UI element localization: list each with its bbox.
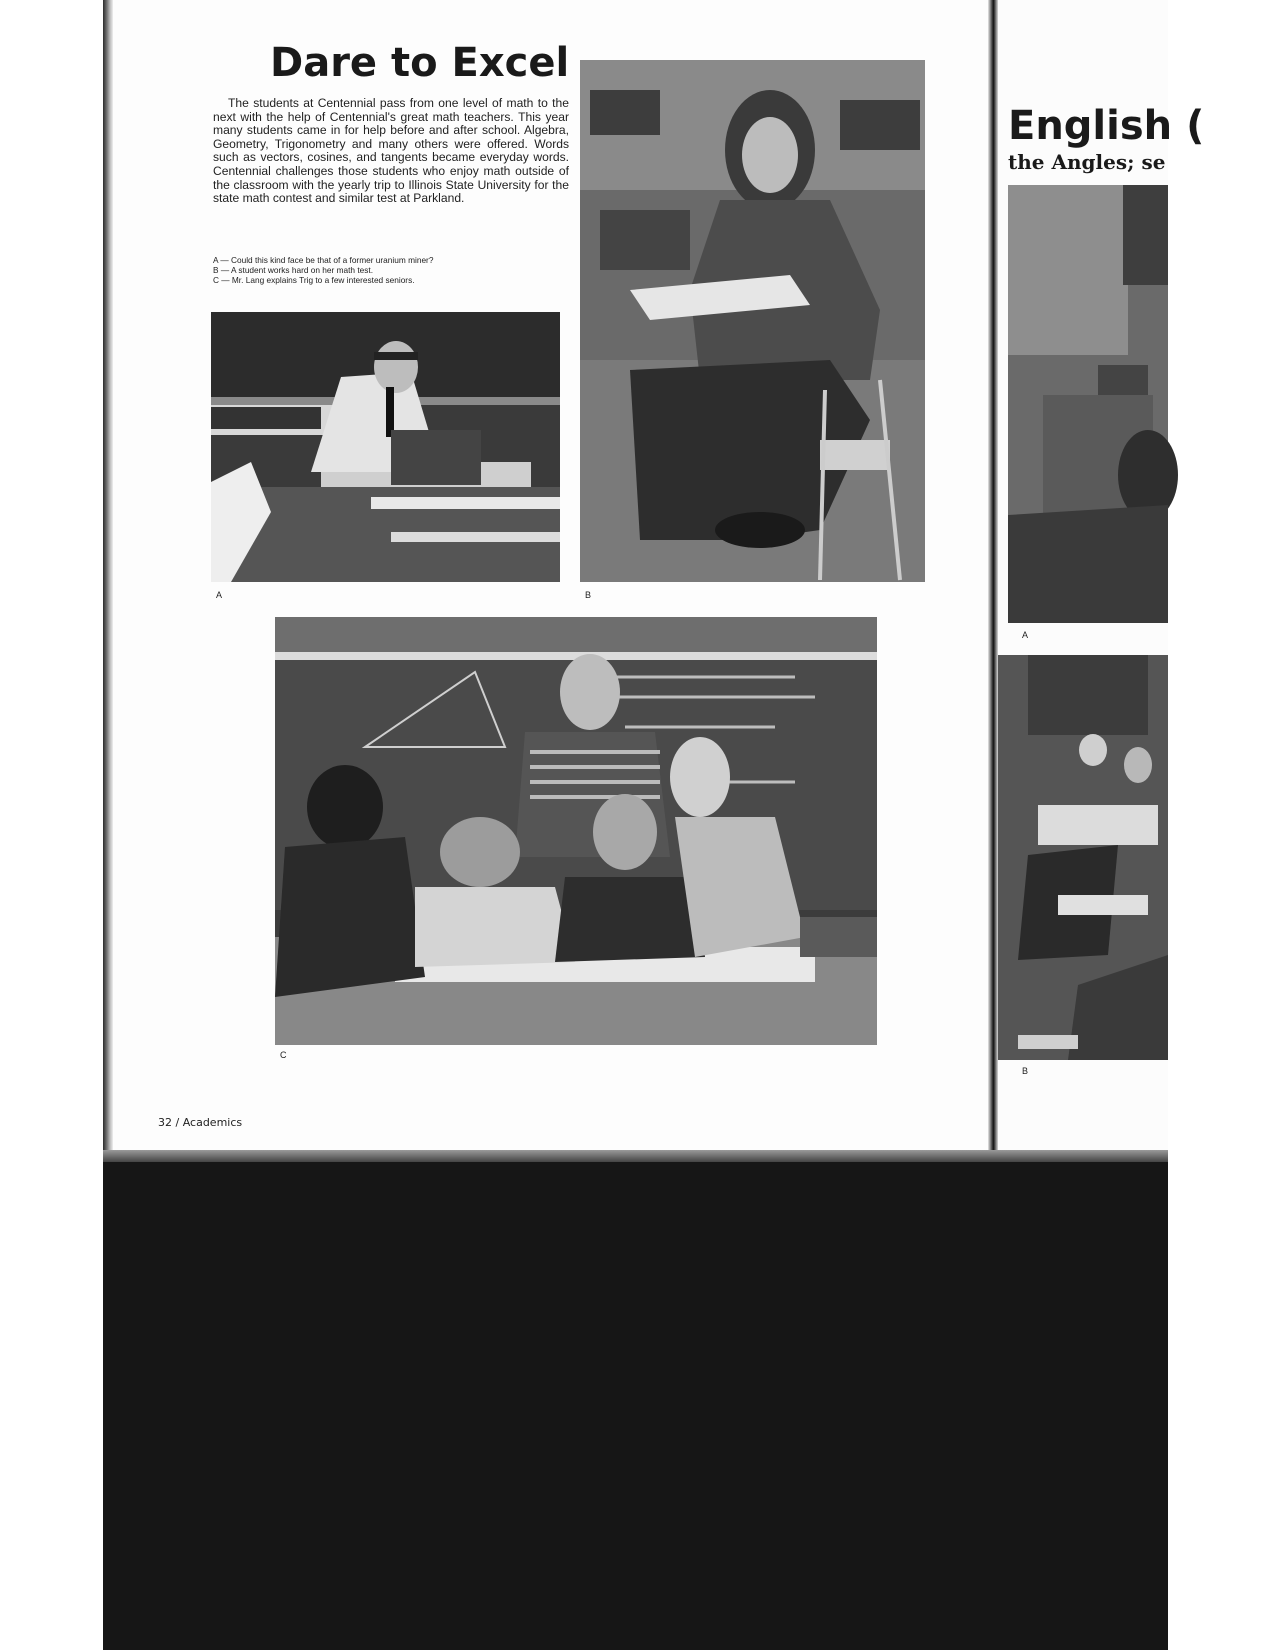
caption-a: A — Could this kind face be that of a former uranium miner? — [213, 255, 434, 265]
right-photo-a-classroom — [1008, 185, 1168, 623]
book-gutter — [988, 0, 998, 1160]
photo-b-label: B — [585, 590, 592, 600]
photo-captions — [213, 255, 569, 285]
right-page-title: English ( — [1008, 103, 1205, 149]
right-photo-b-label: B — [1022, 1066, 1029, 1076]
photo-b-student-test — [580, 60, 925, 582]
right-page — [998, 0, 1205, 1150]
caption-c: C — Mr. Lang explains Trig to a few interested seniors. — [213, 275, 415, 285]
page-folio: 32 / Academics — [158, 1116, 243, 1129]
page-edge-bottom — [103, 1150, 1168, 1162]
photo-a-teacher-at-desk — [211, 312, 560, 582]
body-paragraph: The students at Centennial pass from one level of math to the next with the help of Centennial's great math teachers. This year many students came in for help before and after school. Algebra, Geometry, Trigonometry and many others were offered. Words such as vectors, cosines, and tangents became everyday words. Centennial challenges those students who enjoy math outside of the classroom with the yearly trip to Illinois State University for the state math contest and similar test at Parkland. — [213, 96, 569, 206]
page-edge-left — [103, 0, 113, 1160]
right-photo-b-classroom — [998, 655, 1168, 1060]
photo-c-group-at-chalkboard — [275, 617, 877, 1045]
caption-b: B — A student works hard on her math test. — [213, 265, 374, 275]
right-photo-a-label: A — [1022, 630, 1029, 640]
right-page-subtitle: the Angles; se — [1008, 150, 1166, 174]
page-title: Dare to Excel — [270, 40, 570, 86]
photo-a-label: A — [216, 590, 223, 600]
photo-c-label: C — [280, 1050, 287, 1060]
